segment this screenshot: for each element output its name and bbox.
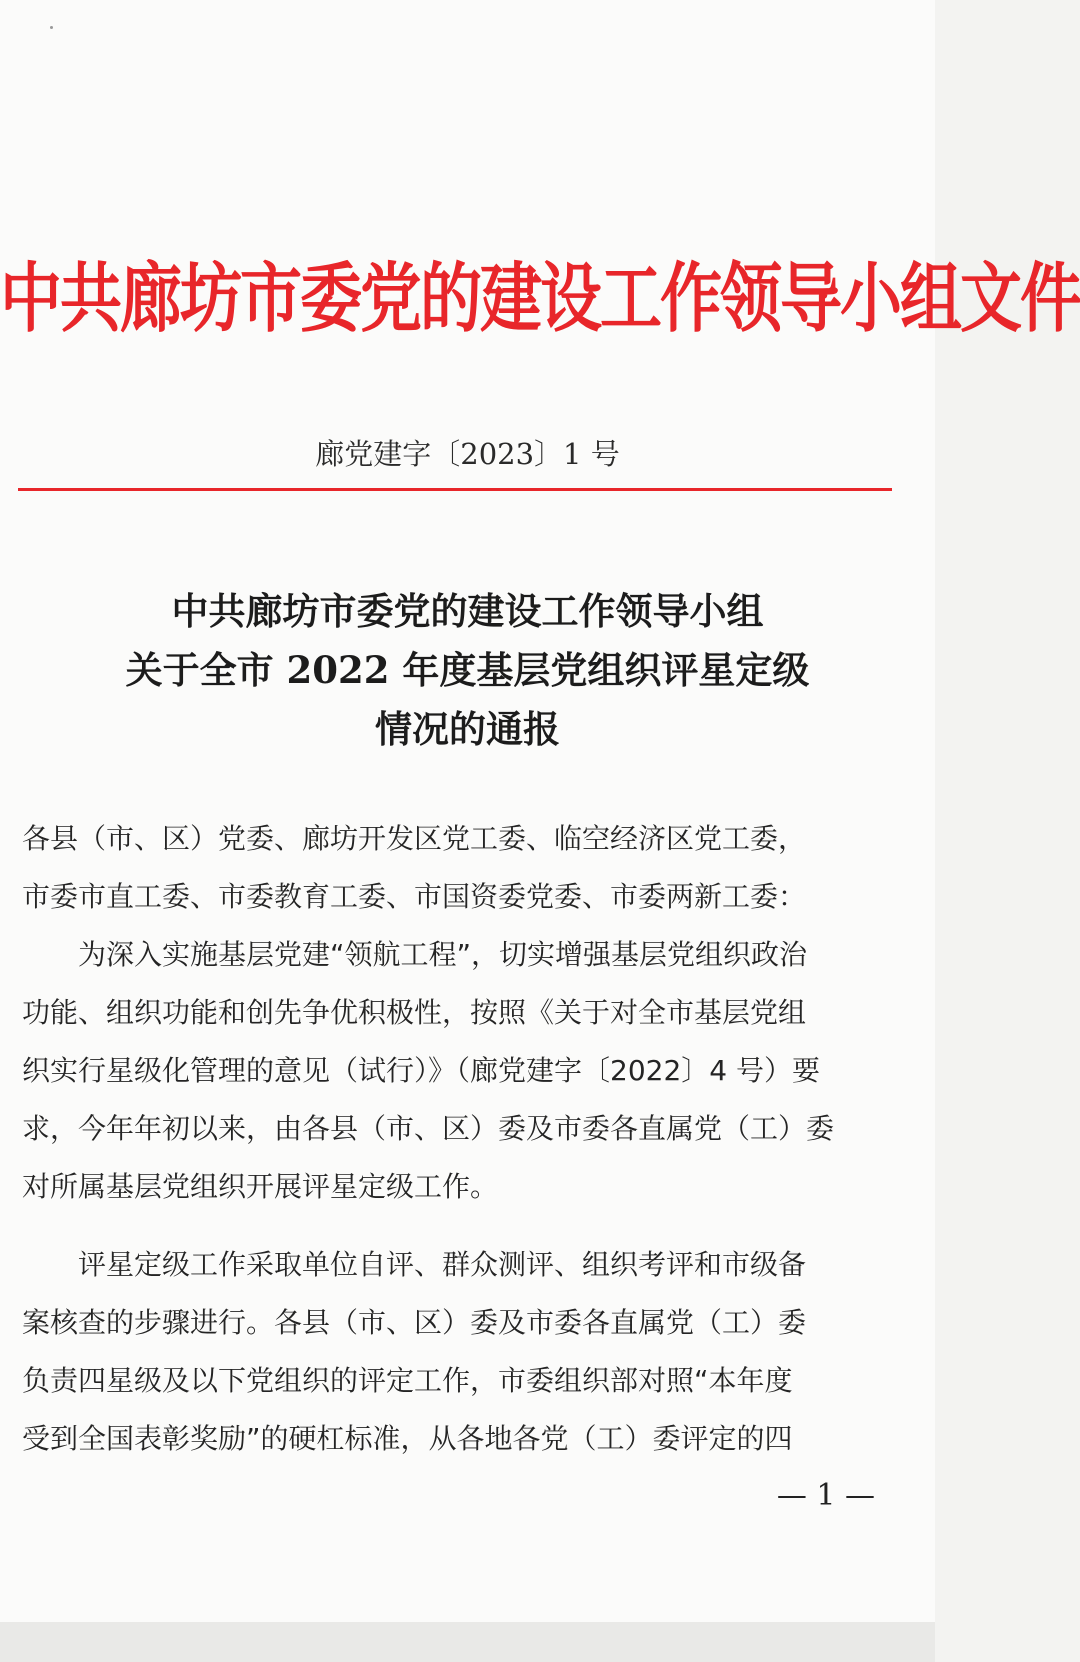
body-text bbox=[22, 810, 897, 1468]
bottom-band bbox=[0, 1622, 935, 1662]
paragraph-line: 负责四星级及以下党组织的评定工作，市委组织部对照“本年度 bbox=[22, 1364, 793, 1397]
salutation-line: 各县（市、区）党委、廊坊开发区党工委、临空经济区党工委， bbox=[22, 822, 807, 855]
paragraph-line: 织实行星级化管理的意见（试行）》（廊党建字〔2022〕4 号）要 bbox=[22, 1054, 820, 1087]
paragraph-line: 受到全国表彰奖励”的硬杠标准，从各地各党（工）委评定的四 bbox=[22, 1422, 793, 1455]
paragraph-line: 对所属基层党组织开展评星定级工作。 bbox=[22, 1170, 499, 1203]
page-number: — 1 — bbox=[776, 1478, 875, 1513]
red-divider bbox=[18, 488, 892, 491]
scan-speck bbox=[50, 26, 53, 29]
notice-title bbox=[0, 582, 935, 759]
document-number: 廊党建字〔2023〕1 号 bbox=[315, 437, 620, 471]
paragraph-line: 求，今年年初以来，由各县（市、区）委及市委各直属党（工）委 bbox=[22, 1112, 835, 1145]
notice-title-line: 中共廊坊市委党的建设工作领导小组 bbox=[171, 589, 764, 633]
paragraph-line: 案核查的步骤进行。各县（市、区）委及市委各直属党（工）委 bbox=[22, 1306, 807, 1339]
paragraph-line: 功能、组织功能和创先争优积极性，按照《关于对全市基层党组 bbox=[22, 996, 807, 1029]
salutation-line: 市委市直工委、市委教育工委、市国资委党委、市委两新工委： bbox=[22, 880, 807, 913]
notice-title-line: 关于全市 2022 年度基层党组织评星定级 bbox=[125, 648, 810, 692]
paragraph-line: 评星定级工作采取单位自评、群众测评、组织考评和市级备 bbox=[78, 1248, 807, 1281]
notice-title-line: 情况的通报 bbox=[375, 707, 560, 751]
issuer-title: 中共廊坊市委党的建设工作领导小组文件 bbox=[0, 253, 1080, 343]
paragraph-line: 为深入实施基层党建“领航工程”，切实增强基层党组织政治 bbox=[78, 938, 808, 971]
